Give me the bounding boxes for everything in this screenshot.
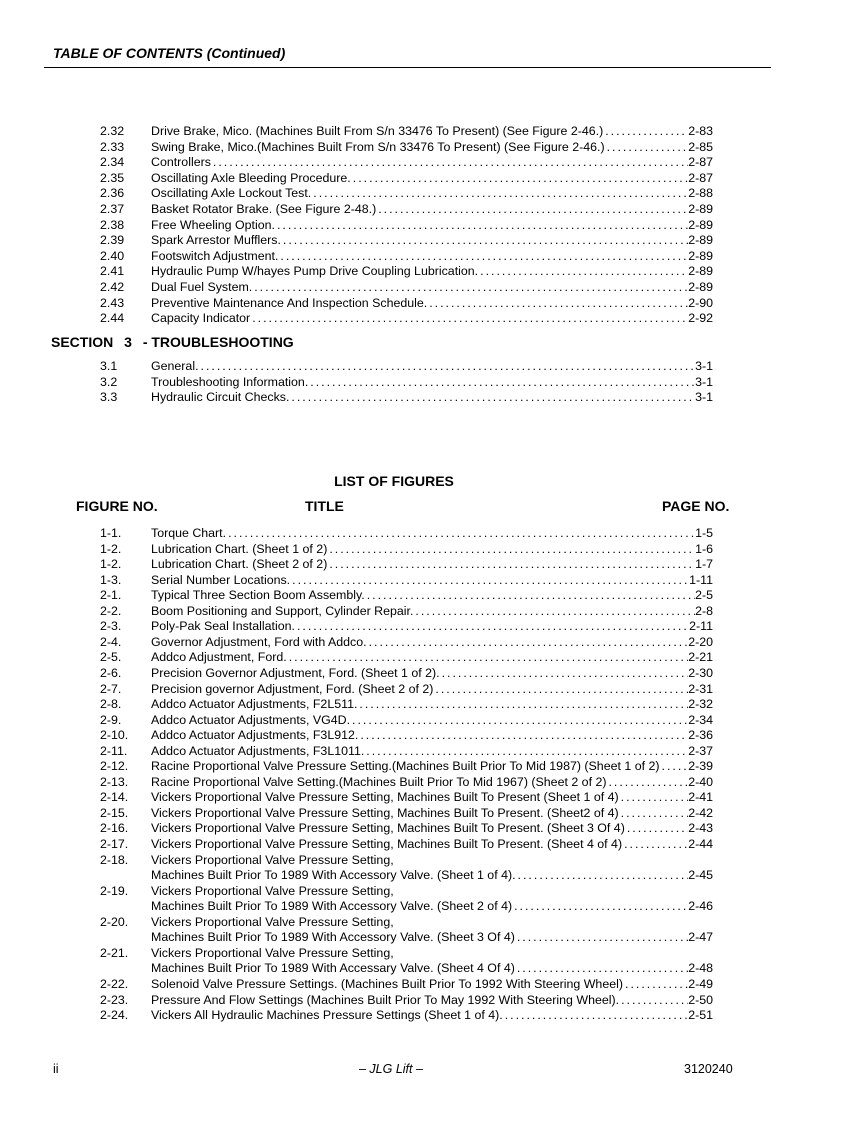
entry-number: 2.39	[100, 233, 125, 248]
entry-line	[151, 820, 713, 836]
list-item	[100, 836, 713, 852]
entry-page: 2-89	[688, 202, 713, 216]
list-item	[100, 310, 713, 326]
entry-number: 2-22.	[100, 976, 129, 991]
entry-title: Precision Governor Adjustment, Ford. (Sheet 1 of 2).	[151, 665, 440, 680]
page-header-title: TABLE OF CONTENTS (Continued)	[53, 45, 286, 61]
entry-title: Vickers All Hydraulic Machines Pressure Settings (Sheet 1 of 4).	[151, 1008, 503, 1023]
entry-title: Basket Rotator Brake. (See Figure 2-48.)	[151, 202, 377, 216]
entry-title: Oscillating Axle Lockout Test.	[151, 186, 312, 201]
entry-line	[151, 279, 713, 295]
list-item	[100, 867, 713, 883]
entry-title: Racine Proportional Valve Setting.(Machines Built Prior To Mid 1967) (Sheet 2 of 2)	[151, 774, 607, 789]
header-rule	[44, 67, 771, 68]
entry-line	[151, 374, 713, 390]
entry-page: 3-1	[695, 359, 713, 373]
entry-page: 2-47	[688, 930, 713, 945]
dot-leader	[516, 867, 689, 883]
entry-number: 2-7.	[100, 681, 122, 696]
entry-title: Addco Actuator Adjustments, F3L912.	[151, 728, 359, 743]
entry-number: 2-24.	[100, 1008, 129, 1023]
entry-number: 2-10.	[100, 728, 129, 743]
entry-line	[151, 929, 713, 945]
entry-number: 2-8.	[100, 697, 122, 712]
entry-page: 2-21	[688, 650, 713, 665]
list-item	[100, 556, 713, 572]
entry-page: 2-92	[688, 311, 713, 326]
entry-line	[151, 789, 713, 805]
entry-page: 3-1	[695, 374, 713, 389]
entry-line	[151, 232, 713, 248]
dot-leader	[367, 634, 689, 650]
entry-title: Racine Proportional Valve Pressure Setting.(Machines Built Prior To Mid 1987) (Sheet 1 of 2)	[151, 759, 660, 774]
list-item	[100, 248, 713, 264]
list-item	[100, 976, 713, 992]
list-item	[100, 170, 713, 186]
dot-leader	[433, 681, 688, 697]
dot-leader	[512, 898, 688, 914]
entry-line	[151, 185, 713, 201]
entry-number: 2-4.	[100, 634, 122, 649]
footer-doc-number: 3120240	[684, 1062, 733, 1076]
entry-title: Free Wheeling Option.	[151, 217, 275, 232]
entry-number: 2.36	[100, 186, 125, 201]
entry-page: 2-31	[688, 681, 713, 696]
entry-page: 2-48	[688, 961, 713, 976]
dot-leader	[515, 960, 688, 976]
entry-line	[151, 1007, 713, 1023]
entry-title: Machines Built Prior To 1989 With Accessary Valve. (Sheet 4 Of 4)	[151, 961, 515, 976]
list-item	[100, 743, 713, 759]
entry-number: 2.33	[100, 139, 125, 154]
entry-line	[151, 696, 713, 712]
list-item	[100, 217, 713, 233]
list-item	[100, 295, 713, 311]
list-item	[100, 758, 713, 774]
list-item	[100, 185, 713, 201]
list-item	[100, 649, 713, 665]
entry-number: 2-9.	[100, 712, 122, 727]
entry-number: 3.3	[100, 390, 118, 405]
entry-number: 3.2	[100, 374, 118, 389]
entry-line	[151, 217, 713, 233]
list-item	[100, 852, 713, 868]
entry-page: 2-44	[688, 837, 713, 851]
entry-line	[151, 867, 713, 883]
entry-title-line1: Vickers Proportional Valve Pressure Setting,	[151, 852, 394, 867]
dot-leader	[327, 541, 695, 557]
entry-title: Swing Brake, Mico.(Machines Built From S/n 33476 To Present) (See Figure 2-46.)	[151, 139, 605, 154]
entry-line	[151, 310, 713, 326]
entry-page: 1-11	[689, 572, 713, 587]
entry-number: 1-2.	[100, 541, 122, 556]
list-item	[100, 929, 713, 945]
dot-leader	[358, 727, 688, 743]
entry-line	[151, 541, 713, 557]
entry-page: 2-41	[688, 790, 713, 805]
footer-page-number: ii	[53, 1062, 59, 1076]
dot-leader	[311, 185, 688, 201]
entry-page: 2-83	[688, 124, 713, 138]
dot-leader	[619, 789, 689, 805]
list-item	[100, 820, 713, 836]
entry-title: Hydraulic Pump W/hayes Pump Drive Coupling Lubrication.	[151, 264, 479, 279]
dot-leader	[308, 374, 695, 390]
entry-page: 2-11	[689, 619, 713, 634]
entry-number: 2-2.	[100, 603, 122, 618]
dot-leader	[295, 618, 689, 634]
entry-title: Oscillating Axle Bleeding Procedure.	[151, 170, 351, 185]
list-item	[100, 727, 713, 743]
dot-leader	[287, 649, 689, 665]
entry-title: Boom Positioning and Support, Cylinder Repair.	[151, 603, 414, 618]
entry-title: Preventive Maintenance And Inspection Schedule.	[151, 295, 428, 310]
entry-page: 2-51	[688, 1008, 713, 1023]
dot-leader	[252, 279, 688, 295]
entry-line	[151, 727, 713, 743]
entry-number: 2.38	[100, 217, 125, 232]
dot-leader	[440, 665, 689, 681]
entry-title: Controllers	[151, 155, 211, 170]
entry-line	[151, 960, 713, 976]
entry-page: 2-87	[688, 155, 713, 170]
entry-page: 2-50	[688, 992, 713, 1007]
title-column-header: TITLE	[305, 498, 344, 514]
entry-title: Dual Fuel System.	[151, 280, 253, 294]
entry-number: 2.35	[100, 170, 125, 185]
list-item	[100, 945, 713, 961]
entry-title: Vickers Proportional Valve Pressure Setting, Machines Built To Present. (Sheet2 of 4)	[151, 805, 619, 820]
list-item	[100, 1007, 713, 1023]
section-3-heading	[51, 334, 301, 350]
entry-line	[151, 263, 713, 279]
entry-title: Drive Brake, Mico. (Machines Built From S/n 33476 To Present) (See Figure 2-46.)	[151, 124, 604, 138]
entry-title: General.	[151, 359, 199, 373]
dot-leader	[503, 1007, 689, 1023]
dot-leader	[427, 295, 688, 311]
list-item	[100, 618, 713, 634]
list-item	[100, 139, 713, 155]
dot-leader	[357, 696, 688, 712]
list-item	[100, 279, 713, 295]
entry-line	[151, 665, 713, 681]
list-item	[100, 898, 713, 914]
list-item	[100, 696, 713, 712]
entry-page: 2-39	[688, 759, 713, 774]
list-of-figures-title: LIST OF FIGURES	[334, 473, 454, 489]
list-item	[100, 603, 713, 619]
entry-page: 2-89	[688, 233, 713, 248]
dot-leader	[281, 232, 688, 248]
entry-page: 2-8	[695, 603, 713, 618]
list-item	[100, 883, 713, 899]
entry-line	[151, 139, 713, 155]
entry-line	[151, 805, 713, 821]
dot-leader	[623, 976, 688, 992]
entry-line	[151, 154, 713, 170]
dot-leader	[619, 805, 689, 821]
entry-number: 3.1	[100, 359, 118, 373]
entry-line	[151, 603, 713, 619]
entry-page: 2-30	[688, 665, 713, 680]
entry-title: Torque Chart.	[151, 526, 227, 540]
list-item	[100, 665, 713, 681]
list-item	[100, 712, 713, 728]
entry-title: Solenoid Valve Pressure Settings. (Machines Built Prior To 1992 With Steering Wheel)	[151, 976, 623, 991]
entry-page: 2-46	[688, 899, 713, 914]
entry-page: 2-40	[688, 774, 713, 789]
entry-title: Addco Actuator Adjustments, F3L1011.	[151, 743, 365, 758]
entry-number: 2-1.	[100, 588, 122, 603]
entry-number: 2.43	[100, 295, 125, 310]
entry-line	[151, 170, 713, 186]
entry-number: 1-1.	[100, 526, 122, 540]
list-item	[100, 774, 713, 790]
dot-leader	[327, 556, 695, 572]
dot-leader	[351, 170, 688, 186]
section-label: SECTION	[51, 334, 114, 350]
list-item	[100, 358, 713, 374]
entry-line	[151, 898, 713, 914]
entry-line	[151, 774, 713, 790]
entry-line	[151, 743, 713, 759]
list-item	[100, 789, 713, 805]
entry-title: Addco Actuator Adjustments, F2L511.	[151, 697, 358, 712]
dot-leader	[290, 572, 689, 588]
entry-title: Machines Built Prior To 1989 With Accessory Valve. (Sheet 3 Of 4)	[151, 930, 515, 945]
dot-leader	[376, 201, 688, 217]
entry-title: Capacity Indicator	[151, 311, 251, 326]
entry-line	[151, 587, 713, 603]
entry-number: 2-3.	[100, 619, 122, 634]
entry-number: 2-19.	[100, 883, 129, 898]
entry-title: Machines Built Prior To 1989 With Accessory Valve. (Sheet 1 of 4).	[151, 868, 516, 883]
entry-page: 2-43	[688, 821, 713, 836]
entry-page: 2-37	[688, 743, 713, 758]
entry-number: 2-15.	[100, 805, 129, 820]
entry-page: 1-6	[695, 541, 713, 556]
dot-leader	[250, 310, 688, 326]
list-item	[100, 681, 713, 697]
entry-page: 2-89	[688, 264, 713, 279]
dot-leader	[275, 217, 688, 233]
entry-title: Vickers Proportional Valve Pressure Setting, Machines Built To Present. (Sheet 3 Of 4)	[151, 821, 625, 836]
entry-title: Machines Built Prior To 1989 With Accessory Valve. (Sheet 2 of 4)	[151, 899, 513, 914]
entry-title: Vickers Proportional Valve Pressure Setting, Machines Built To Present (Sheet 1 of 4)	[151, 790, 619, 805]
entry-number: 2-6.	[100, 665, 122, 680]
entry-title: Serial Number Locations.	[151, 572, 291, 587]
entry-title: Vickers Proportional Valve Pressure Setting, Machines Built To Present. (Sheet 4 of 4)	[151, 837, 623, 851]
entry-number: 2-16.	[100, 821, 129, 836]
entry-number: 2-18.	[100, 852, 129, 867]
entry-line	[151, 572, 713, 588]
section-number: 3	[124, 334, 132, 350]
entry-line	[151, 992, 713, 1008]
entry-title: Governor Adjustment, Ford with Addco.	[151, 634, 367, 649]
entry-title: Typical Three Section Boom Assembly.	[151, 588, 365, 603]
entry-page: 2-89	[688, 248, 713, 263]
entry-page: 1-5	[695, 526, 713, 540]
dot-leader	[660, 758, 689, 774]
entry-line	[151, 358, 713, 374]
entry-title: Spark Arrestor Mufflers.	[151, 233, 281, 248]
entry-number: 2.32	[100, 124, 125, 138]
entry-page: 2-87	[688, 170, 713, 185]
entry-number: 2.41	[100, 264, 125, 279]
entry-number: 2.34	[100, 155, 125, 170]
entry-page: 3-1	[695, 390, 713, 405]
dot-leader	[622, 836, 688, 852]
entry-line	[151, 618, 713, 634]
dot-leader	[226, 525, 695, 541]
entry-line	[151, 712, 713, 728]
entry-page: 2-85	[688, 139, 713, 154]
entry-title: Pressure And Flow Settings (Machines Built Prior To May 1992 With Steering Wheel).	[151, 992, 620, 1007]
list-item	[100, 805, 713, 821]
entry-number: 1-2.	[100, 557, 122, 572]
entry-title-line1: Vickers Proportional Valve Pressure Setting,	[151, 914, 394, 929]
entry-title: Precision governor Adjustment, Ford. (Sheet 2 of 2)	[151, 681, 434, 696]
entry-number: 2-12.	[100, 759, 129, 774]
entry-page: 2-49	[688, 976, 713, 991]
list-item	[100, 201, 713, 217]
entry-line	[151, 836, 713, 852]
list-item	[100, 960, 713, 976]
entry-number: 2-20.	[100, 914, 129, 929]
dot-leader	[619, 992, 688, 1008]
entry-line	[151, 681, 713, 697]
dot-leader	[211, 154, 688, 170]
section-title: - TROUBLESHOOTING	[142, 334, 294, 350]
dot-leader	[365, 587, 695, 603]
entry-line	[151, 649, 713, 665]
entry-page: 2-34	[688, 712, 713, 727]
figure-no-column-header: FIGURE NO.	[76, 498, 158, 514]
dot-leader	[199, 358, 696, 374]
list-item	[100, 263, 713, 279]
entry-title: Addco Actuator Adjustments, VG4D.	[151, 712, 351, 727]
entry-page: 2-88	[688, 186, 713, 201]
list-item	[100, 123, 713, 139]
list-item	[100, 525, 713, 541]
entry-page: 2-45	[688, 868, 713, 883]
entry-line	[151, 758, 713, 774]
entry-number: 2-14.	[100, 790, 129, 805]
entry-title-line1: Vickers Proportional Valve Pressure Setting,	[151, 883, 394, 898]
entry-number: 2-23.	[100, 992, 129, 1007]
dot-leader	[413, 603, 695, 619]
dot-leader	[515, 929, 688, 945]
dot-leader	[606, 774, 688, 790]
entry-number: 1-3.	[100, 572, 122, 587]
entry-page: 2-89	[688, 280, 713, 294]
entry-number: 2.40	[100, 248, 125, 263]
entry-line	[151, 123, 713, 139]
entry-title: Addco Adjustment, Ford.	[151, 650, 287, 665]
entry-line	[151, 201, 713, 217]
entry-line	[151, 295, 713, 311]
dot-leader	[350, 712, 688, 728]
entry-title: Troubleshooting Information.	[151, 374, 309, 389]
dot-leader	[625, 820, 688, 836]
entry-line	[151, 389, 713, 405]
list-item	[100, 992, 713, 1008]
entry-number: 2-21.	[100, 945, 129, 960]
entry-line	[151, 976, 713, 992]
list-item	[100, 541, 713, 557]
dot-leader	[364, 743, 688, 759]
list-item	[100, 914, 713, 930]
list-item	[100, 154, 713, 170]
list-item	[100, 232, 713, 248]
entry-line	[151, 525, 713, 541]
dot-leader	[278, 248, 688, 264]
entry-page: 2-32	[688, 697, 713, 712]
entry-page: 2-42	[688, 805, 713, 820]
dot-leader	[603, 123, 688, 139]
dot-leader	[478, 263, 688, 279]
entry-line	[151, 634, 713, 650]
entry-number: 2-17.	[100, 837, 129, 851]
dot-leader	[289, 389, 695, 405]
list-item	[100, 572, 713, 588]
entry-title: Lubrication Chart. (Sheet 2 of 2)	[151, 557, 328, 572]
entry-title: Footswitch Adjustment.	[151, 248, 279, 263]
entry-page: 2-36	[688, 728, 713, 743]
entry-number: 2.42	[100, 280, 125, 294]
list-item	[100, 374, 713, 390]
entry-page: 2-90	[688, 295, 713, 310]
list-item	[100, 634, 713, 650]
footer-publisher: – JLG Lift –	[359, 1062, 423, 1076]
entry-page: 1-7	[695, 557, 713, 572]
dot-leader	[605, 139, 689, 155]
page-no-column-header: PAGE NO.	[662, 498, 730, 514]
entry-title-line1: Vickers Proportional Valve Pressure Setting,	[151, 945, 394, 960]
entry-page: 2-89	[688, 217, 713, 232]
entry-number: 2-11.	[100, 743, 128, 758]
entry-page: 2-5	[695, 588, 713, 603]
entry-line	[151, 556, 713, 572]
entry-title: Hydraulic Circuit Checks.	[151, 390, 290, 405]
list-item	[100, 587, 713, 603]
entry-title: Lubrication Chart. (Sheet 1 of 2)	[151, 541, 328, 556]
entry-number: 2.37	[100, 202, 125, 216]
entry-page: 2-20	[688, 634, 713, 649]
list-item	[100, 389, 713, 405]
entry-line	[151, 248, 713, 264]
entry-number: 2.44	[100, 311, 125, 326]
entry-number: 2-13.	[100, 774, 129, 789]
entry-title: Poly-Pak Seal Installation.	[151, 619, 295, 634]
entry-number: 2-5.	[100, 650, 122, 665]
